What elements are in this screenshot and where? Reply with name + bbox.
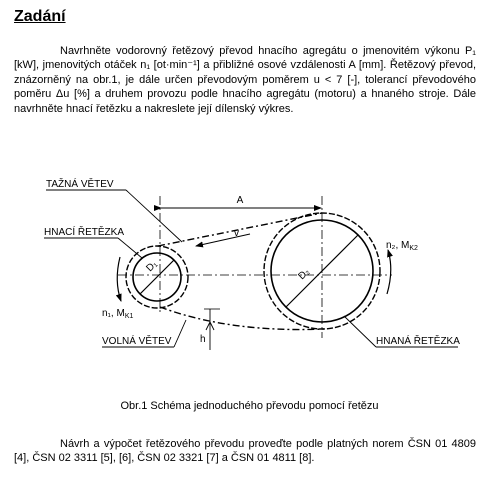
tight-span-label: TAŽNÁ VĚTEV bbox=[46, 179, 114, 190]
d1-label: D₁ bbox=[144, 258, 160, 275]
tight-span-leader bbox=[126, 190, 182, 242]
section-heading: Zadání bbox=[14, 8, 66, 25]
slack-span-chain bbox=[160, 307, 324, 330]
velocity-arrow bbox=[196, 234, 250, 246]
velocity-label: v bbox=[234, 228, 239, 239]
drive-sprocket-label: HNACÍ ŘETĚZKA bbox=[44, 227, 125, 238]
drive-rotation-arrow bbox=[117, 257, 121, 301]
sag-arrow-left bbox=[206, 322, 210, 330]
tight-span-chain bbox=[158, 213, 322, 246]
drive-sprocket-leader bbox=[118, 238, 142, 258]
n1-label: n₁, $M_{K1}$ bbox=[102, 308, 134, 320]
standards-paragraph: Návrh a výpočet řetězového převodu proveďte podle platných norem ČSN 01 4809 [4], ČSN 02 3311 [5], [6], ČSN 02 3321 [7] a ČSN 01 4811 [8]. bbox=[14, 438, 476, 465]
figure-caption: Obr.1 Schéma jednoduchého převodu pomocí řetězu bbox=[120, 400, 379, 412]
driven-rotation-arrow bbox=[387, 250, 391, 294]
dimension-a-label: A bbox=[236, 195, 244, 206]
driven-sprocket-leader bbox=[344, 316, 376, 347]
sag-arrow-right bbox=[210, 322, 214, 330]
driven-sprocket-label: HNANÁ ŘETĚZKA bbox=[376, 336, 460, 347]
assignment-paragraph: Navrhněte vodorovný řetězový převod hnacího agregátu o jmenovitém výkonu P₁ [kW], jmenovitých otáček n₁ [ot·min⁻¹] a přibližné osové vzdálenosti A [mm]. Řetězový převod, znázorněný na obr.1, je dále určen převodovým poměrem u < 7 [-], tolerancí převodového poměru Δu [%] a druhem provozu podle hnacího agregátu (motoru) a hnaného stroje. Dále navrhněte hnací řetězku a nakreslete její dílenský výkres. bbox=[14, 45, 476, 115]
n2-label: n₂, $M_{K2}$ bbox=[386, 240, 418, 252]
slack-span-label: VOLNÁ VĚTEV bbox=[102, 336, 172, 347]
sag-label: h bbox=[200, 334, 206, 345]
d2-label: D₂ bbox=[296, 266, 312, 283]
slack-span-leader bbox=[174, 320, 186, 347]
